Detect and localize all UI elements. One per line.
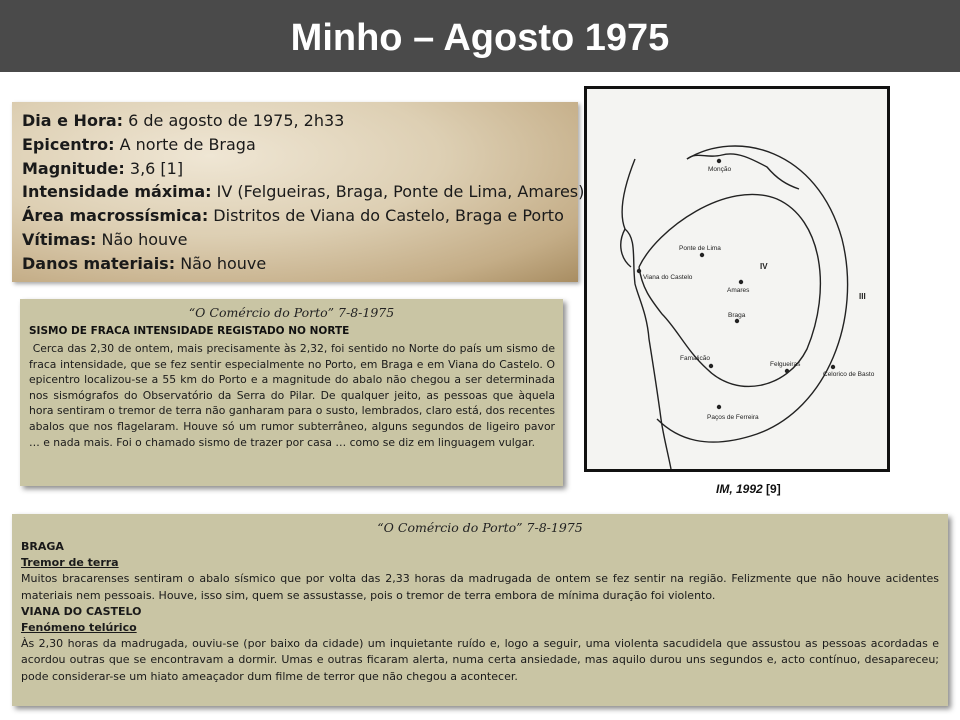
isoseismal-III	[657, 146, 848, 442]
info-value: Não houve	[175, 254, 267, 273]
info-row-area	[22, 206, 564, 225]
info-value: 6 de agosto de 1975, 2h33	[123, 111, 345, 130]
city-dot	[717, 405, 721, 409]
place-famalicao: Famalicão	[680, 355, 710, 362]
city-dot	[700, 253, 704, 257]
city-dot	[735, 319, 739, 323]
info-row-epicenter	[22, 135, 256, 154]
article-content	[21, 539, 939, 685]
newspaper-article-1	[20, 299, 563, 486]
info-label: Magnitude:	[22, 159, 125, 178]
city-dot	[717, 159, 721, 163]
info-row-date	[22, 111, 344, 130]
article-body	[29, 341, 555, 450]
info-label: Área macrossísmica:	[22, 206, 209, 225]
article-text: Cerca das 2,30 de ontem, mais precisamente às 2,32, foi sentido no Norte do país um sismo de fraca intensidade, que se fez sentir especialmente no Porto, em Braga e em Viana do Castelo. O epicentro localizou-se a 55 km do Porto e a magnitude do abalo não chegou a ser determinada nos sismógrafos do Observatório da Serra do Pilar. De qualquer jeito, as pessoas que àquela hora sentiram o tremor de terra não ganharam para o susto, lembrados, claro está, dos recentes abalos que nos flagelaram. Houve só um rumor subterrâneo, alguns segundos de ligeiro pavor … e nada mais. Foi o chamado sismo de trazer por casa … como se diz em linguagem vulgar.	[29, 342, 555, 449]
place-viana: Viana do Castelo	[643, 274, 693, 281]
info-label: Intensidade máxima:	[22, 182, 212, 201]
place-moncao: Monção	[708, 166, 732, 173]
north-border	[687, 154, 799, 189]
info-value: 3,6 [1]	[124, 159, 184, 178]
zone-label-iii: III	[859, 292, 866, 301]
place-amares: Amares	[727, 287, 750, 294]
article-source: “O Comércio do Porto” 7-8-1975	[188, 305, 395, 320]
isoseismal-map	[584, 86, 890, 472]
subheading-tremor: Tremor de terra	[21, 556, 119, 570]
section-heading-viana: VIANA DO CASTELO	[21, 604, 142, 618]
info-value: Não houve	[96, 230, 188, 249]
place-ponte-de-lima: Ponte de Lima	[679, 245, 721, 252]
place-pacos: Paços de Ferreira	[707, 414, 759, 421]
info-label: Vítimas:	[22, 230, 97, 249]
place-felgueiras: Felgueiras	[770, 361, 801, 368]
caption-source: IM, 1992	[716, 482, 763, 496]
paragraph-viana: Às 2,30 horas da madrugada, ouviu-se (por baixo da cidade) um inquietante ruído e, logo a seguir, uma violenta sacudidela que assustou as pessoas acordadas e acordou outras que se encontravam a dormir. Umas e outras ficaram alerta, numa certa ansiedade, mas aquilo durou uns segundos e, acto contínuo, desapareceu; pode considerar-se um hiato ameaçador dum filme de terror que não chegou a acontecer.	[21, 637, 939, 683]
info-value: IV (Felgueiras, Braga, Ponte de Lima, Amares)	[211, 182, 585, 201]
map-drawing	[587, 89, 887, 469]
info-row-intensity	[22, 182, 584, 201]
caption-ref: [9]	[762, 482, 781, 496]
newspaper-article-2	[12, 514, 948, 706]
section-heading-braga: BRAGA	[21, 540, 64, 553]
title-bar	[0, 0, 960, 72]
info-value: A norte de Braga	[114, 135, 256, 154]
info-label: Dia e Hora:	[22, 111, 124, 130]
coastline	[622, 159, 671, 469]
info-row-victims	[22, 230, 188, 249]
page-title: Minho – Agosto 1975	[290, 17, 670, 59]
city-dot	[709, 364, 713, 368]
info-row-magnitude	[22, 159, 183, 178]
place-celorico: Celorico de Basto	[823, 371, 875, 378]
info-label: Danos materiais:	[22, 254, 176, 273]
map-caption	[716, 482, 781, 496]
info-row-damage	[22, 254, 266, 273]
earthquake-info-panel	[12, 102, 585, 282]
zone-label-iv: IV	[760, 262, 768, 271]
city-dot	[637, 269, 641, 273]
subheading-fenomeno: Fenómeno telúrico	[21, 621, 137, 635]
paragraph-braga: Muitos bracarenses sentiram o abalo sísmico que por volta das 2,33 horas da madrugada de ontem se fez sentir na região. Felizmente que não houve acidentes materiais nem pessoais. Houve, isso sim, quem se assustasse, pois o tremor de terra embora de mínima duração foi violento.	[21, 572, 939, 602]
article-source: “O Comércio do Porto” 7-8-1975	[377, 520, 583, 535]
info-value: Distritos de Viana do Castelo, Braga e Porto	[208, 206, 564, 225]
place-braga: Braga	[728, 312, 746, 319]
city-dot	[785, 369, 789, 373]
article-headline: SISMO DE FRACA INTENSIDADE REGISTADO NO NORTE	[29, 325, 350, 337]
city-dot	[739, 280, 743, 284]
info-label: Epicentro:	[22, 135, 115, 154]
city-dot	[831, 365, 835, 369]
